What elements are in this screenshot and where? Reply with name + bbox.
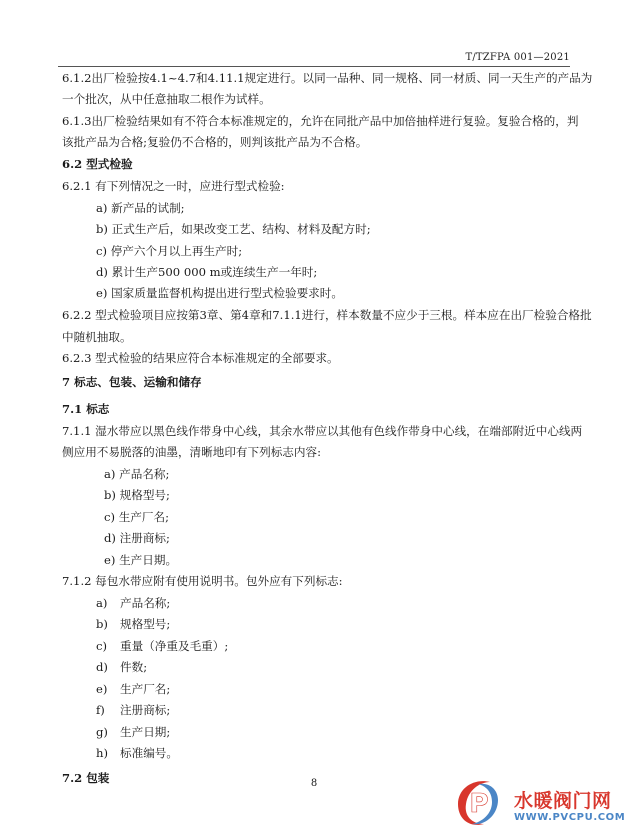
watermark-site-url: WWW.PVCPU.COM [514, 812, 626, 823]
clause-6-2-2-line-1: 6.2.2 型式检验项目应按第3章、第4章和7.1.1进行，样本数量不应少于三根。样本应在出厂检验合格批 [62, 308, 592, 322]
list-item [96, 724, 170, 740]
clause-6-2-3: 6.2.3 型式检验的结果应符合本标准规定的全部要求。 [62, 351, 339, 365]
watermark-logo-letter: P [469, 789, 489, 819]
list-label: c) [96, 639, 108, 653]
list-item: d) 注册商标; [104, 531, 170, 545]
clause-6-1-2-line-2: 一个批次，从中任意抽取二根作为试样。 [62, 92, 271, 106]
header-rule [58, 66, 570, 67]
list-text: 产品名称; [120, 596, 171, 610]
clause-7-1-2: 7.1.2 每包水带应附有使用说明书。包外应有下列标志: [62, 574, 343, 588]
list-text: 件数; [120, 660, 148, 674]
list-item: a) 新产品的试制; [96, 201, 185, 215]
document-code: T/TZFPA 001—2021 [465, 52, 570, 63]
list-label: g) [96, 725, 108, 739]
list-item: b) 正式生产后，如果改变工艺、结构、材料及配方时; [96, 222, 371, 236]
list-item [96, 745, 178, 761]
clause-7-1-1-line-2: 侧应用不易脱落的油墨，清晰地印有下列标志内容: [62, 445, 321, 459]
list-item [96, 681, 170, 697]
list-label: b) [96, 617, 108, 631]
list-label: h) [96, 746, 108, 760]
watermark-site-name: 水暖阀门网 [514, 790, 612, 812]
list-label: d) [96, 660, 108, 674]
list-item [96, 638, 228, 654]
page-number: 8 [310, 778, 318, 789]
list-text: 注册商标; [120, 703, 171, 717]
watermark-logo-icon [450, 774, 506, 830]
list-text: 规格型号; [120, 617, 171, 631]
clause-6-1-2-line-1: 6.1.2出厂检验按4.1~4.7和4.11.1规定进行。以同一品种、同一规格、同一材质、同一天生产的产品为 [62, 71, 593, 85]
list-item: e) 国家质量监督机构提出进行型式检验要求时。 [96, 286, 343, 300]
list-item: d) 累计生产500 000 m或连续生产一年时; [96, 265, 318, 279]
chapter-7-heading: 7 标志、包装、运输和储存 [62, 375, 202, 389]
list-label: a) [96, 596, 108, 610]
list-text: 重量（净重及毛重）; [120, 639, 229, 653]
clause-6-1-3-line-1: 6.1.3出厂检验结果如有不符合本标准规定的，允许在同批产品中加倍抽样进行复验。复验合格的，判 [62, 114, 579, 128]
list-item: b) 规格型号; [104, 488, 170, 502]
list-text: 生产日期; [120, 725, 171, 739]
clause-6-2-1: 6.2.1 有下列情况之一时，应进行型式检验: [62, 179, 285, 193]
list-item [96, 616, 170, 632]
list-item: a) 产品名称; [104, 467, 170, 481]
list-item [96, 595, 170, 611]
list-item [96, 659, 147, 675]
clause-6-1-3-line-2: 该批产品为合格;复验仍不合格的，则判该批产品为不合格。 [62, 135, 368, 149]
section-6-2-heading: 6.2 型式检验 [62, 157, 133, 171]
list-text: 生产厂名; [120, 682, 171, 696]
list-item: e) 生产日期。 [104, 553, 178, 567]
list-item: c) 生产厂名; [104, 510, 169, 524]
section-7-1-heading: 7.1 标志 [62, 402, 110, 416]
list-item: c) 停产六个月以上再生产时; [96, 244, 243, 258]
list-label: f) [96, 703, 105, 717]
list-text: 标准编号。 [120, 746, 178, 760]
clause-7-1-1-line-1: 7.1.1 湿水带应以黑色线作带身中心线，其余水带应以其他有色线作带身中心线，在端部附近中心线两 [62, 424, 583, 438]
list-item [96, 702, 170, 718]
list-label: e) [96, 682, 108, 696]
clause-6-2-2-line-2: 中随机抽取。 [62, 330, 132, 344]
section-7-2-heading: 7.2 包装 [62, 771, 110, 785]
